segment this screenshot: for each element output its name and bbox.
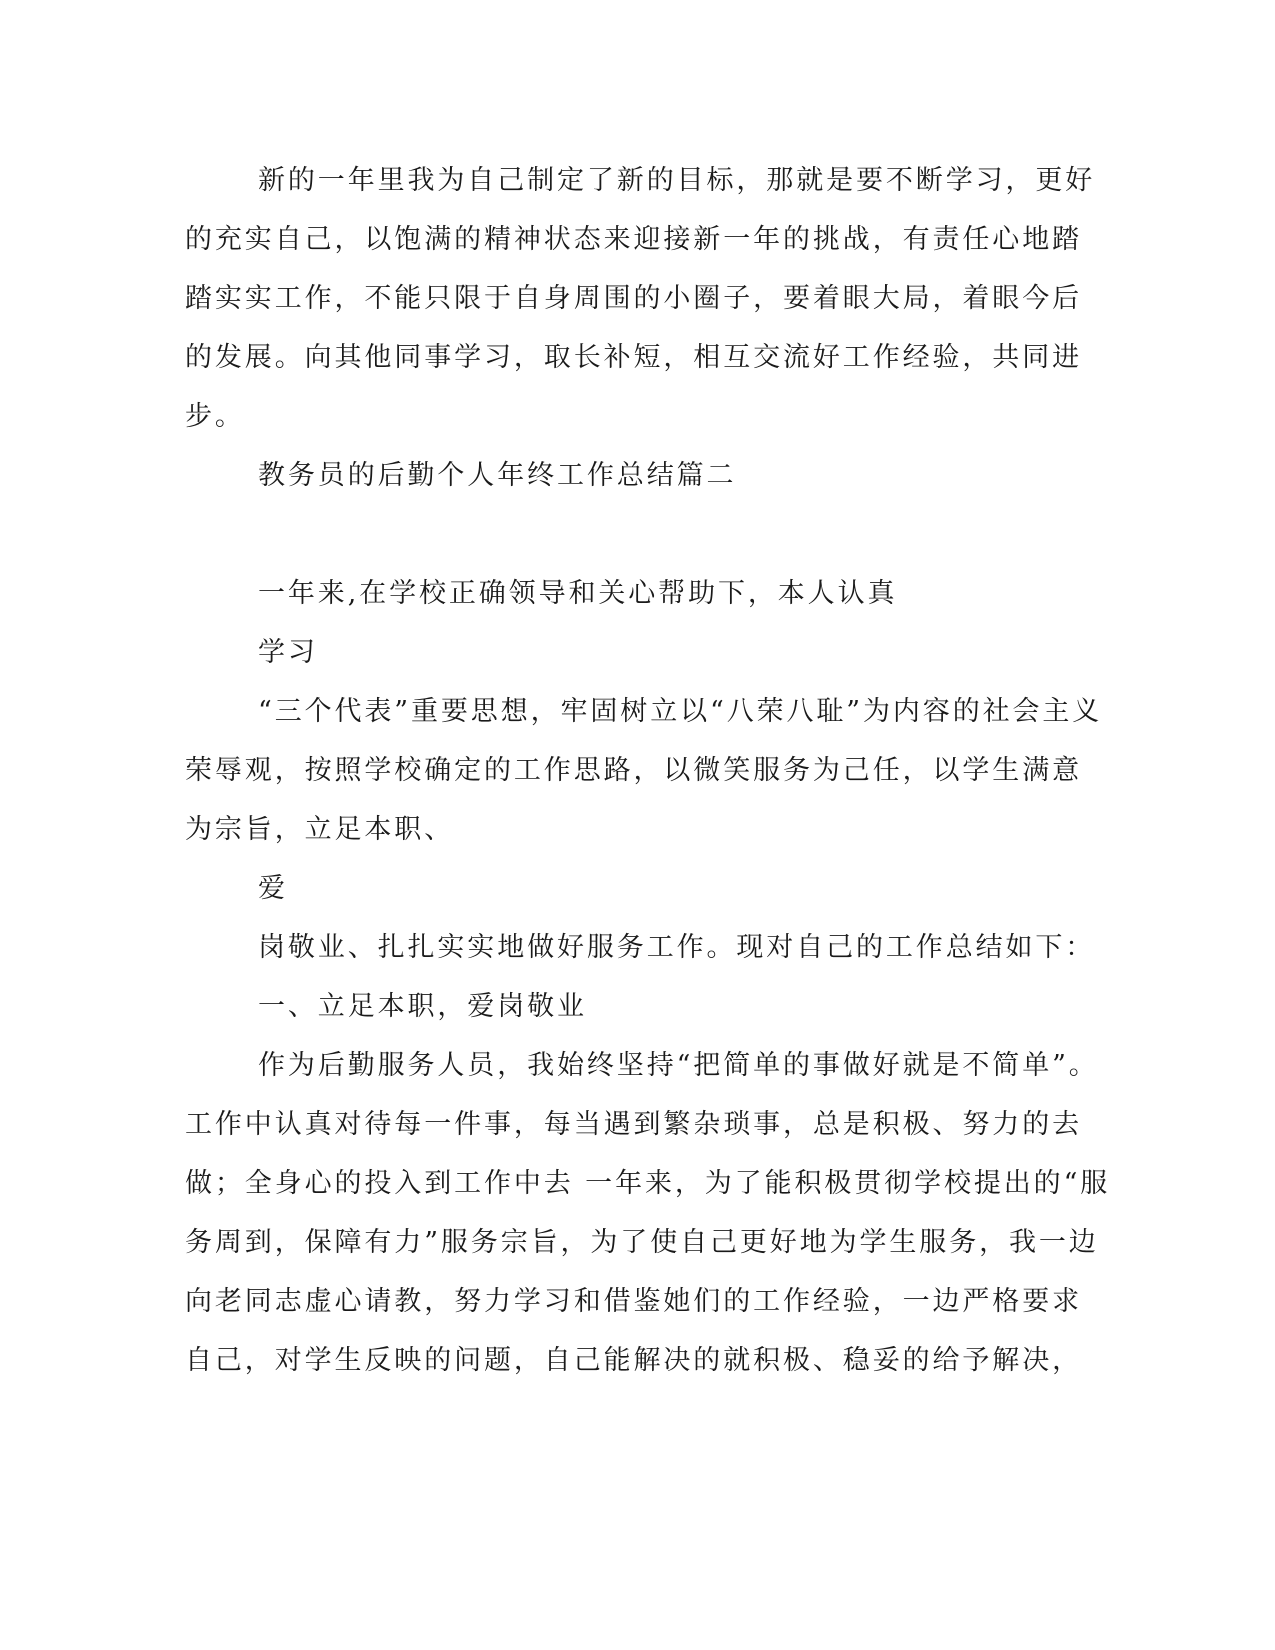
text-line: 步。: [185, 401, 245, 432]
text-line: 荣辱观，按照学校确定的工作思路，以微笑服务为己任，以学生满意: [185, 755, 1082, 786]
text-line: 的发展。向其他同事学习，取长补短，相互交流好工作经验，共同进: [185, 342, 1082, 373]
section-heading: 教务员的后勤个人年终工作总结篇二: [258, 460, 737, 491]
text-line: 爱: [258, 873, 288, 904]
text-line: 作为后勤服务人员，我始终坚持“把简单的事做好就是不简单”。: [258, 1050, 1099, 1081]
text-line: 为宗旨，立足本职、: [185, 814, 455, 845]
text-line: 务周到，保障有力”服务宗旨，为了使自己更好地为学生服务，我一边: [185, 1227, 1099, 1258]
text-line: 工作中认真对待每一件事，每当遇到繁杂琐事，总是积极、努力的去: [185, 1109, 1082, 1140]
text-line: 踏实实工作，不能只限于自身周围的小圈子，要着眼大局，着眼今后: [185, 283, 1082, 314]
text-line: “三个代表”重要思想，牢固树立以“八荣八耻”为内容的社会主义: [258, 696, 1103, 727]
text-line: 向老同志虚心请教，努力学习和借鉴她们的工作经验，一边严格要求: [185, 1286, 1082, 1317]
text-line: 做；全身心的投入到工作中去 一年来，为了能积极贯彻学校提出的“服: [185, 1168, 1111, 1199]
text-line: 一年来,在学校正确领导和关心帮助下，本人认真: [258, 578, 898, 609]
text-line: 学习: [258, 637, 318, 668]
text-line: 岗敬业、扎扎实实地做好服务工作。现对自己的工作总结如下：: [258, 932, 1096, 963]
subsection-heading: 一、立足本职，爱岗敬业: [258, 991, 587, 1022]
text-line: 自己，对学生反映的问题，自己能解决的就积极、稳妥的给予解决，: [185, 1345, 1082, 1376]
text-line: 的充实自己，以饱满的精神状态来迎接新一年的挑战，有责任心地踏: [185, 224, 1082, 255]
text-line: 新的一年里我为自己制定了新的目标，那就是要不断学习，更好: [258, 165, 1096, 196]
